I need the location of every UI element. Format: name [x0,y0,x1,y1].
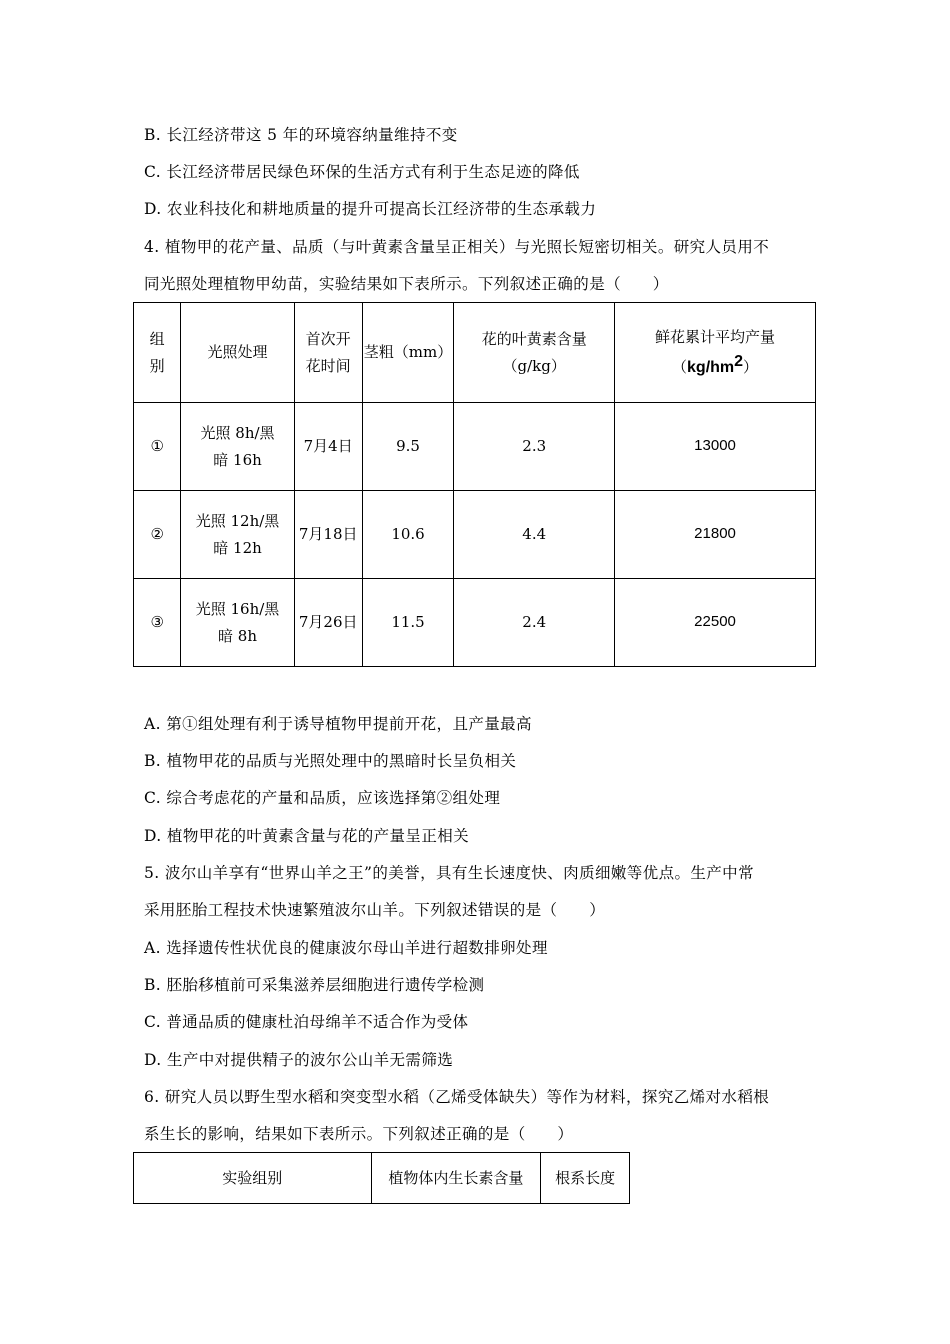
option-3c: C. 长江经济带居民绿色环保的生活方式有利于生态足迹的降低 [144,163,580,181]
option-4b: B. 植物甲花的品质与光照处理中的黑暗时长呈负相关 [144,752,517,770]
cell-group: ① [134,403,181,491]
header-auxin-content: 植物体内生长素含量 [371,1153,541,1204]
cell-lutein: 2.3 [454,403,615,491]
option-5c: C. 普通品质的健康杜泊母绵羊不适合作为受体 [144,1013,469,1031]
header-experiment-group: 实验组别 [134,1153,372,1204]
header-root-length: 根系长度 [541,1153,630,1204]
question-5-stem-cont: 采用胚胎工程技术快速繁殖波尔山羊。下列叙述错误的是（ ） [144,901,606,919]
option-4c: C. 综合考虑花的产量和品质，应该选择第②组处理 [144,789,501,807]
table-header-row [134,303,816,403]
cell-flower: 7月26日 [294,579,362,667]
header-group: 组 别 [134,303,181,403]
cell-lutein: 2.4 [454,579,615,667]
yield-unit: $(kg/hm^2)$ [672,352,759,376]
option-4d: D. 植物甲花的叶黄素含量与花的产量呈正相关 [144,827,470,845]
option-5d: D. 生产中对提供精子的波尔公山羊无需筛选 [144,1051,454,1069]
ethylene-table [133,1152,630,1204]
question-4-stem: 4. 植物甲的花产量、品质（与叶黄素含量呈正相关）与光照长短密切相关。研究人员用不 [144,238,770,256]
cell-stem: 10.6 [362,491,454,579]
header-first-flower: 首次开 花时间 [294,303,362,403]
question-5-stem: 5. 波尔山羊享有“世界山羊之王”的美誉，具有生长速度快、肉质细嫩等优点。生产中常 [144,864,754,882]
light-treatment-table [133,302,816,667]
header-lutein: 花的叶黄素含量 （g/kg） [454,303,615,403]
cell-yield: 21800 [615,491,816,579]
header-light: 光照处理 [181,303,294,403]
option-3d: D. 农业科技化和耕地质量的提升可提高长江经济带的生态承载力 [144,200,597,218]
cell-yield: 22500 [615,579,816,667]
table-row [134,491,816,579]
option-5a: A. 选择遗传性状优良的健康波尔母山羊进行超数排卵处理 [144,939,548,957]
table-row [134,403,816,491]
option-5b: B. 胚胎移植前可采集滋养层细胞进行遗传学检测 [144,976,485,994]
cell-light: 光照 8h/黑 暗 16h [181,403,294,491]
option-3b: B. 长江经济带这 5 年的环境容纳量维持不变 [144,126,458,144]
table-header-row [134,1153,630,1204]
question-6-stem-cont: 系生长的影响，结果如下表所示。下列叙述正确的是（ ） [144,1125,574,1143]
header-yield: 鲜花累计平均产量 $(kg/hm^2)$ [615,303,816,403]
cell-flower: 7月18日 [294,491,362,579]
cell-stem: 9.5 [362,403,454,491]
cell-group: ② [134,491,181,579]
table-row [134,579,816,667]
cell-stem: 11.5 [362,579,454,667]
header-stem: 茎粗（mm） [362,303,454,403]
option-4a: A. 第①组处理有利于诱导植物甲提前开花，且产量最高 [144,715,532,733]
cell-yield: 13000 [615,403,816,491]
cell-flower: 7月4日 [294,403,362,491]
question-4-stem-cont: 同光照处理植物甲幼苗，实验结果如下表所示。下列叙述正确的是（ ） [144,275,669,293]
cell-light: 光照 16h/黑 暗 8h [181,579,294,667]
cell-light: 光照 12h/黑 暗 12h [181,491,294,579]
question-6-stem: 6. 研究人员以野生型水稻和突变型水稻（乙烯受体缺失）等作为材料，探究乙烯对水稻根 [144,1088,770,1106]
cell-lutein: 4.4 [454,491,615,579]
cell-group: ③ [134,579,181,667]
